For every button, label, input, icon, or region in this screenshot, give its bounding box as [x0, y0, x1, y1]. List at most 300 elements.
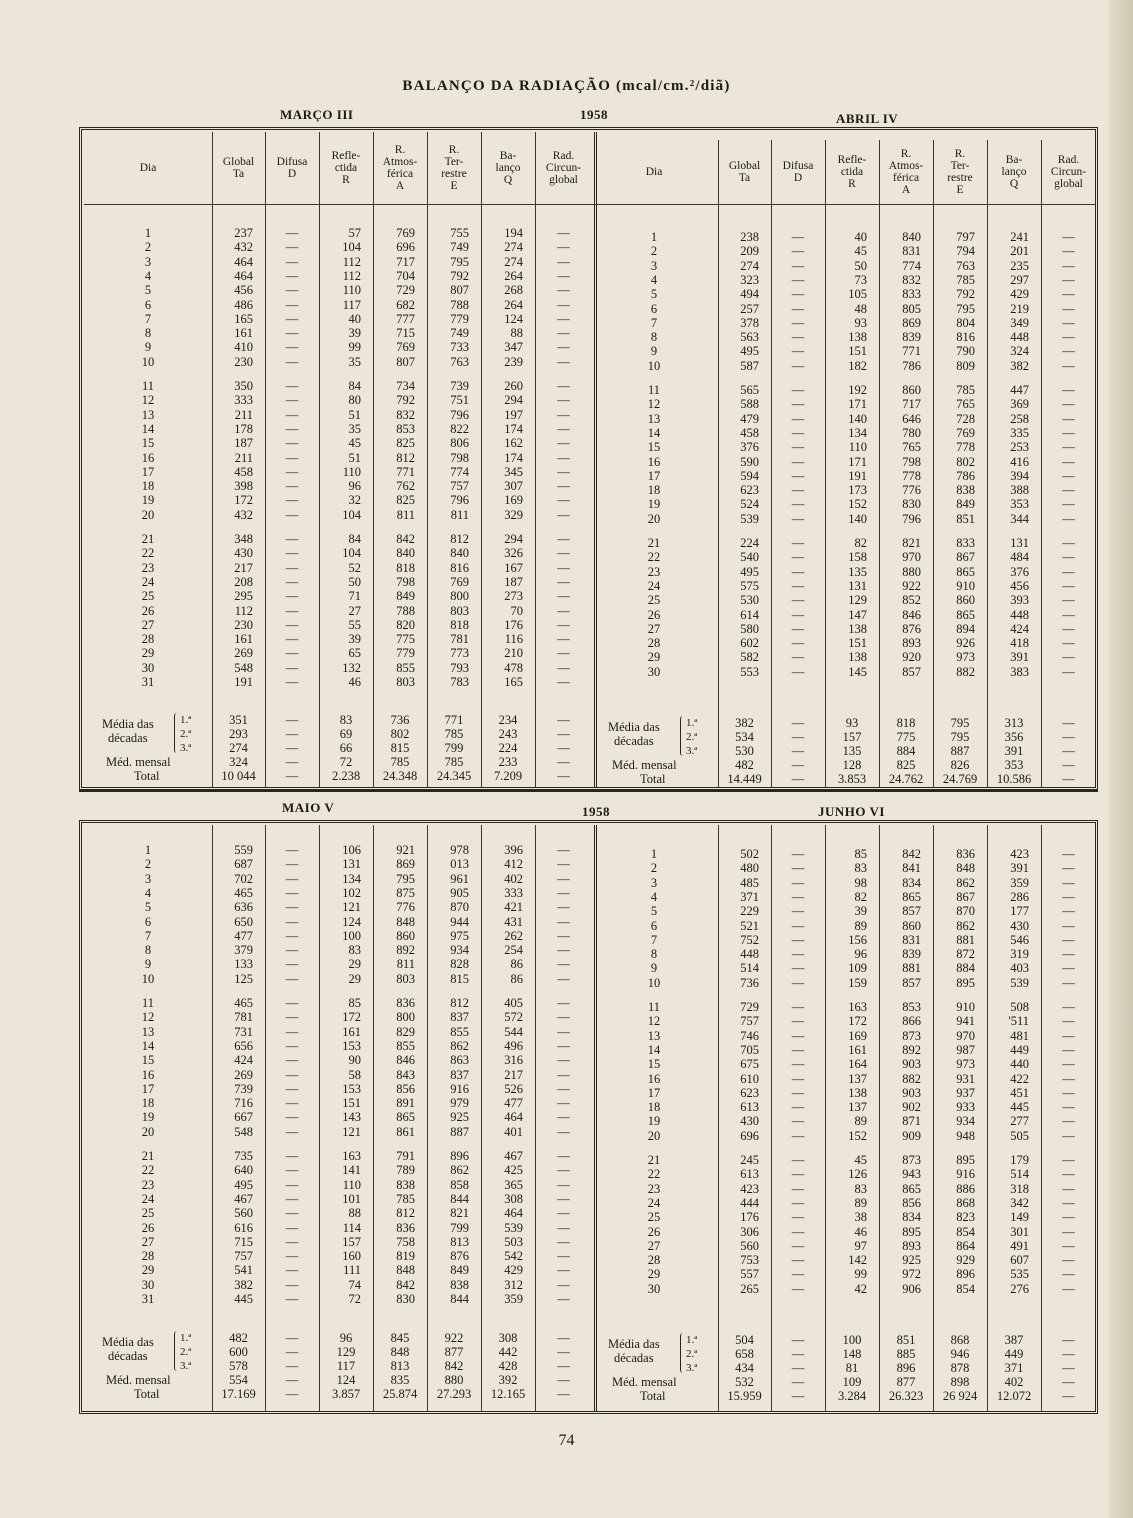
- total-value-terrestre: 24.769: [942, 772, 978, 786]
- day-value-difusa: —: [285, 1249, 299, 1264]
- day-value-reflectida: 129: [848, 593, 867, 608]
- column-header-line: E: [450, 180, 458, 192]
- day-value-difusa: —: [285, 268, 299, 283]
- day-value-circunglobal: —: [1062, 1281, 1075, 1296]
- day-value-global: 398: [234, 479, 253, 494]
- day-value-terrestre: 910: [956, 578, 975, 593]
- day-value-difusa: —: [791, 358, 805, 373]
- day-value-atmosferica: 800: [396, 1010, 415, 1025]
- day-value-difusa: —: [791, 1042, 805, 1057]
- day-value-difusa: —: [791, 244, 805, 259]
- day-value-terrestre: 838: [956, 483, 975, 498]
- decade-value-reflectida: 100: [842, 1333, 862, 1347]
- day-value-terrestre: 792: [956, 287, 975, 302]
- day-value-global: 424: [234, 1053, 253, 1068]
- total-value-reflectida: 2.238: [331, 769, 361, 783]
- day-value-difusa: —: [791, 1128, 805, 1143]
- day-value-global: 667: [234, 1110, 253, 1125]
- day-value-atmosferica: 881: [902, 961, 921, 976]
- day-value-reflectida: 151: [342, 1096, 361, 1111]
- day-value-circunglobal: —: [557, 603, 570, 618]
- day-number: 16: [647, 454, 661, 469]
- column-header-line: R.: [394, 144, 406, 156]
- day-value-terrestre: 812: [450, 996, 469, 1010]
- day-number: 4: [650, 889, 658, 904]
- day-value-balanco: 131: [1010, 536, 1029, 550]
- day-value-balanco: 418: [1010, 636, 1029, 651]
- column-header-line: restre: [441, 168, 467, 180]
- total-value-circunglobal: —: [1062, 1389, 1075, 1403]
- day-value-global: 494: [740, 287, 759, 302]
- day-value-circunglobal: —: [557, 1067, 570, 1082]
- day-number: 25: [647, 1210, 661, 1225]
- decade-value-global: 351: [229, 713, 248, 727]
- day-number: 21: [141, 532, 155, 546]
- day-value-atmosferica: 840: [396, 546, 415, 561]
- day-value-circunglobal: —: [557, 1292, 570, 1306]
- total-value-difusa: —: [285, 1387, 299, 1401]
- day-value-global: 486: [234, 297, 253, 312]
- day-value-reflectida: 137: [848, 1071, 867, 1086]
- day-value-balanco: 88: [510, 326, 523, 341]
- decade-value-atmosferica: 884: [896, 744, 916, 758]
- column-header-line: global: [1054, 178, 1083, 190]
- day-number: 3: [650, 258, 658, 273]
- day-value-balanco: 326: [504, 546, 523, 561]
- month-label-junho: JUNHO VI: [818, 804, 885, 819]
- day-value-global: 211: [234, 450, 253, 465]
- day-value-balanco: 478: [504, 660, 523, 675]
- column-header-line: E: [956, 184, 964, 196]
- day-value-reflectida: 29: [348, 957, 361, 972]
- day-value-circunglobal: —: [557, 1191, 570, 1206]
- day-value-global: 176: [740, 1210, 759, 1225]
- day-value-difusa: —: [285, 379, 299, 393]
- header-rule: [84, 204, 592, 205]
- day-value-atmosferica: 873: [902, 1153, 921, 1167]
- column-header-balanco: [481, 150, 535, 186]
- day-value-circunglobal: —: [557, 971, 570, 986]
- decade-value-circunglobal: —: [1062, 716, 1075, 730]
- day-value-terrestre: 755: [450, 226, 469, 240]
- day-value-terrestre: 934: [956, 1114, 975, 1129]
- day-number: 7: [144, 311, 152, 326]
- day-value-terrestre: 778: [956, 440, 975, 455]
- day-value-circunglobal: —: [1062, 272, 1075, 287]
- day-value-reflectida: 151: [848, 344, 867, 359]
- decade-value-terrestre: 842: [444, 1359, 464, 1373]
- day-value-reflectida: 131: [342, 857, 361, 872]
- day-value-difusa: —: [285, 1038, 299, 1053]
- day-value-difusa: —: [285, 1263, 299, 1278]
- decade-value-balanco: 224: [498, 741, 518, 755]
- day-value-balanco: 179: [1010, 1153, 1029, 1167]
- day-value-balanco: 274: [504, 240, 523, 255]
- total-value-circunglobal: —: [1062, 772, 1075, 786]
- column-header-line: Atmos-: [888, 160, 924, 172]
- day-value-terrestre: 896: [956, 1267, 975, 1282]
- day-value-difusa: —: [791, 918, 805, 933]
- day-value-balanco: 396: [504, 843, 523, 857]
- day-value-terrestre: 895: [956, 975, 975, 990]
- day-value-global: 208: [234, 574, 253, 589]
- column-header-circunglobal: [535, 150, 592, 186]
- day-value-global: 480: [740, 861, 759, 876]
- day-value-difusa: —: [285, 560, 299, 575]
- day-value-circunglobal: —: [1062, 636, 1075, 651]
- day-value-reflectida: 46: [348, 675, 361, 689]
- day-number: 21: [141, 1149, 155, 1163]
- day-value-balanco: 86: [510, 957, 523, 972]
- day-value-difusa: —: [285, 493, 299, 508]
- day-value-atmosferica: 832: [902, 272, 921, 287]
- day-value-global: 613: [740, 1167, 759, 1182]
- day-value-circunglobal: —: [1062, 425, 1075, 440]
- day-value-terrestre: 844: [450, 1292, 469, 1306]
- day-value-terrestre: 849: [450, 1263, 469, 1278]
- day-value-balanco: 277: [1010, 1114, 1029, 1129]
- decade-value-reflectida: 69: [339, 727, 353, 741]
- day-value-atmosferica: 778: [902, 468, 921, 483]
- day-number: 31: [141, 675, 155, 689]
- day-value-circunglobal: —: [557, 660, 570, 675]
- day-value-balanco: 421: [504, 900, 523, 915]
- day-value-atmosferica: 775: [396, 632, 415, 647]
- day-value-global: 224: [740, 536, 759, 550]
- day-value-difusa: —: [791, 1253, 805, 1268]
- mensal-value-terrestre: 880: [444, 1373, 464, 1387]
- day-value-balanco: 484: [1010, 550, 1029, 565]
- decade-value-reflectida: 83: [339, 713, 353, 727]
- decade-value-difusa: —: [285, 713, 299, 727]
- day-value-atmosferica: 795: [396, 871, 415, 886]
- day-value-difusa: —: [791, 1167, 805, 1182]
- day-value-global: 553: [740, 664, 759, 679]
- day-value-balanco: 544: [504, 1024, 523, 1039]
- day-value-terrestre: 796: [450, 493, 469, 508]
- day-value-global: 464: [234, 254, 253, 269]
- day-value-reflectida: 131: [848, 578, 867, 593]
- day-number: 27: [141, 1234, 155, 1249]
- decade-value-reflectida: 81: [845, 1361, 859, 1375]
- decade-value-terrestre: 799: [444, 741, 464, 755]
- decade-brace: [680, 716, 685, 756]
- day-value-circunglobal: —: [557, 857, 570, 872]
- day-value-circunglobal: —: [557, 311, 570, 326]
- day-number: 8: [650, 330, 658, 345]
- day-value-reflectida: 48: [854, 301, 867, 316]
- day-value-global: 495: [740, 344, 759, 359]
- day-number: 14: [647, 425, 661, 440]
- day-value-reflectida: 141: [342, 1163, 361, 1178]
- day-value-terrestre: 749: [450, 326, 469, 341]
- day-value-circunglobal: —: [557, 1010, 570, 1025]
- day-value-difusa: —: [791, 301, 805, 316]
- day-value-circunglobal: —: [557, 407, 570, 422]
- day-value-global: 514: [740, 961, 759, 976]
- day-number: 14: [141, 1038, 155, 1053]
- day-value-terrestre: 979: [450, 1096, 469, 1111]
- decade-value-reflectida: 157: [842, 730, 862, 744]
- total-value-atmosferica: 26.323: [888, 1389, 924, 1403]
- day-value-atmosferica: 791: [396, 1149, 415, 1163]
- table-maio: [84, 825, 592, 1411]
- column-header-line: global: [549, 174, 578, 186]
- decade-value-terrestre: 771: [444, 713, 464, 727]
- day-value-difusa: —: [285, 1067, 299, 1082]
- day-value-balanco: 423: [1010, 847, 1029, 861]
- day-value-atmosferica: 839: [902, 947, 921, 962]
- day-value-reflectida: 50: [854, 258, 867, 273]
- day-value-circunglobal: —: [557, 1206, 570, 1221]
- day-value-atmosferica: 729: [396, 283, 415, 298]
- day-value-circunglobal: —: [557, 1124, 570, 1139]
- day-value-terrestre: 837: [450, 1010, 469, 1025]
- day-value-balanco: 268: [504, 283, 523, 298]
- day-value-reflectida: 99: [348, 340, 361, 355]
- day-value-balanco: 187: [504, 574, 523, 589]
- day-value-circunglobal: —: [1062, 230, 1075, 244]
- mensal-value-difusa: —: [285, 1373, 299, 1387]
- day-value-reflectida: 93: [854, 315, 867, 330]
- day-number: 20: [141, 507, 155, 522]
- mensal-value-atmosferica: 785: [390, 755, 410, 769]
- column-header-line: R.: [900, 148, 912, 160]
- day-value-global: 465: [234, 996, 253, 1010]
- day-value-difusa: —: [285, 1234, 299, 1249]
- decade-value-global: 293: [229, 727, 248, 741]
- day-value-circunglobal: —: [557, 574, 570, 589]
- day-value-atmosferica: 848: [396, 914, 415, 929]
- day-value-circunglobal: —: [1062, 621, 1075, 636]
- column-header-line: Refle-: [331, 150, 361, 162]
- day-value-terrestre: 934: [450, 943, 469, 958]
- day-value-reflectida: 158: [848, 550, 867, 565]
- day-number: 20: [647, 511, 661, 526]
- day-value-circunglobal: —: [557, 1249, 570, 1264]
- day-value-reflectida: 173: [848, 483, 867, 498]
- day-value-reflectida: 110: [342, 464, 361, 479]
- decade-label-decadas: décadas: [108, 731, 148, 745]
- day-value-circunglobal: —: [1062, 664, 1075, 679]
- day-value-circunglobal: —: [1062, 511, 1075, 526]
- day-value-balanco: 307: [504, 479, 523, 494]
- day-value-atmosferica: 855: [396, 660, 415, 675]
- day-value-difusa: —: [285, 326, 299, 341]
- day-value-circunglobal: —: [1062, 1100, 1075, 1115]
- day-value-reflectida: 161: [342, 1024, 361, 1039]
- day-value-atmosferica: 682: [396, 297, 415, 312]
- day-value-difusa: —: [285, 857, 299, 872]
- day-value-global: 376: [740, 440, 759, 455]
- day-value-difusa: —: [285, 407, 299, 422]
- day-value-atmosferica: 696: [396, 240, 415, 255]
- day-value-reflectida: 134: [848, 425, 867, 440]
- day-value-terrestre: 867: [956, 889, 975, 904]
- day-value-balanco: 393: [1010, 593, 1029, 608]
- decade-value-balanco: 234: [498, 713, 518, 727]
- day-value-global: 165: [234, 311, 253, 326]
- day-value-global: 458: [740, 425, 759, 440]
- day-value-difusa: —: [285, 464, 299, 479]
- day-value-atmosferica: 758: [396, 1234, 415, 1249]
- day-value-atmosferica: 865: [902, 889, 921, 904]
- column-header-atmosferica: [373, 144, 427, 192]
- day-value-terrestre: 797: [956, 230, 975, 244]
- day-value-difusa: —: [285, 1163, 299, 1178]
- day-value-difusa: —: [285, 971, 299, 986]
- mensal-value-global: 554: [229, 1373, 248, 1387]
- day-value-circunglobal: —: [1062, 287, 1075, 302]
- day-value-balanco: 162: [504, 436, 523, 451]
- day-value-atmosferica: 875: [396, 885, 415, 900]
- day-value-terrestre: 896: [450, 1149, 469, 1163]
- day-number: 16: [647, 1071, 661, 1086]
- day-value-difusa: —: [791, 1028, 805, 1043]
- day-value-difusa: —: [285, 297, 299, 312]
- day-value-balanco: 274: [504, 254, 523, 269]
- day-value-global: 333: [234, 393, 253, 408]
- day-value-reflectida: 72: [348, 1292, 361, 1306]
- day-value-reflectida: 182: [848, 358, 867, 373]
- day-value-balanco: 344: [1010, 511, 1029, 526]
- day-value-circunglobal: —: [557, 326, 570, 341]
- day-value-terrestre: 882: [956, 664, 975, 679]
- mensal-value-reflectida: 109: [842, 1375, 862, 1389]
- day-value-difusa: —: [285, 354, 299, 369]
- day-value-terrestre: 886: [956, 1181, 975, 1196]
- day-value-reflectida: 35: [348, 354, 361, 369]
- day-value-terrestre: 862: [956, 875, 975, 890]
- day-number: 3: [650, 875, 658, 890]
- day-value-atmosferica: 865: [396, 1110, 415, 1125]
- day-number: 7: [144, 928, 152, 943]
- decade-value-balanco: 387: [1004, 1333, 1024, 1347]
- header-rule: [590, 204, 1096, 205]
- day-value-difusa: —: [285, 450, 299, 465]
- day-value-atmosferica: 834: [902, 875, 921, 890]
- day-value-terrestre: 837: [450, 1067, 469, 1082]
- day-value-balanco: 318: [1010, 1181, 1029, 1196]
- day-value-atmosferica: 833: [902, 287, 921, 302]
- day-value-reflectida: 88: [348, 1206, 361, 1221]
- total-value-circunglobal: —: [557, 769, 570, 783]
- day-value-global: 269: [234, 646, 253, 661]
- day-value-terrestre: 790: [956, 344, 975, 359]
- decade-value-global: 274: [229, 741, 248, 755]
- day-number: 14: [141, 421, 155, 436]
- day-number: 9: [650, 961, 658, 976]
- day-value-balanco: 294: [504, 393, 523, 408]
- day-value-reflectida: 74: [348, 1277, 361, 1292]
- day-value-difusa: —: [791, 1000, 805, 1014]
- table-abril: [590, 140, 1096, 788]
- day-value-global: 495: [234, 1177, 253, 1192]
- day-value-atmosferica: 891: [396, 1096, 415, 1111]
- day-value-difusa: —: [791, 621, 805, 636]
- day-value-balanco: 376: [1010, 564, 1029, 579]
- day-value-atmosferica: 860: [902, 383, 921, 397]
- decade-value-terrestre: 868: [950, 1333, 970, 1347]
- day-value-terrestre: 816: [450, 560, 469, 575]
- day-value-terrestre: 749: [450, 240, 469, 255]
- day-value-global: 582: [740, 650, 759, 665]
- day-value-circunglobal: —: [1062, 483, 1075, 498]
- day-value-reflectida: 39: [854, 904, 867, 919]
- day-value-balanco: 539: [504, 1220, 523, 1235]
- column-header-reflectida: [319, 150, 373, 186]
- day-value-balanco: 391: [1010, 861, 1029, 876]
- table-junho: [590, 825, 1096, 1411]
- day-value-terrestre: 868: [956, 1195, 975, 1210]
- day-value-balanco: 424: [1010, 621, 1029, 636]
- decade-value-circunglobal: —: [557, 727, 570, 741]
- day-value-terrestre: 848: [956, 861, 975, 876]
- mensal-value-global: 324: [229, 755, 248, 769]
- day-number: 29: [141, 646, 155, 661]
- decade-value-circunglobal: —: [557, 1345, 570, 1359]
- day-number: 10: [141, 971, 155, 986]
- day-value-circunglobal: —: [1062, 1042, 1075, 1057]
- day-value-balanco: 402: [504, 871, 523, 886]
- day-value-terrestre: 867: [956, 550, 975, 565]
- day-value-circunglobal: —: [557, 340, 570, 355]
- decade-value-atmosferica: 845: [390, 1331, 410, 1345]
- day-value-difusa: —: [285, 532, 299, 546]
- total-value-terrestre: 24.345: [436, 769, 472, 783]
- column-header-dia: [84, 162, 212, 174]
- day-value-global: 378: [740, 315, 759, 330]
- day-value-reflectida: 145: [848, 664, 867, 679]
- day-number: 24: [141, 1191, 155, 1206]
- day-value-atmosferica: 869: [902, 315, 921, 330]
- day-value-terrestre: 933: [956, 1100, 975, 1115]
- day-value-circunglobal: —: [557, 560, 570, 575]
- day-value-balanco: 349: [1010, 315, 1029, 330]
- decade-value-global: 482: [229, 1331, 248, 1345]
- day-value-difusa: —: [791, 1281, 805, 1296]
- decade-ordinal: 1.ª: [686, 1334, 698, 1346]
- day-value-global: 781: [234, 1010, 253, 1025]
- day-value-circunglobal: —: [557, 226, 570, 240]
- day-value-atmosferica: 821: [902, 536, 921, 550]
- day-value-terrestre: 961: [450, 871, 469, 886]
- day-value-circunglobal: —: [1062, 593, 1075, 608]
- day-value-atmosferica: 903: [902, 1057, 921, 1072]
- decade-value-global: 504: [735, 1333, 754, 1347]
- day-number: 25: [141, 1206, 155, 1221]
- decade-label-decadas: décadas: [614, 734, 654, 748]
- day-number: 1: [144, 226, 152, 240]
- day-value-terrestre: 809: [956, 358, 975, 373]
- day-value-difusa: —: [285, 928, 299, 943]
- day-value-terrestre: 794: [956, 244, 975, 259]
- day-value-reflectida: 142: [848, 1253, 867, 1268]
- column-header-global: [718, 160, 771, 184]
- day-value-difusa: —: [791, 975, 805, 990]
- day-value-reflectida: 52: [348, 560, 361, 575]
- day-value-terrestre: 807: [450, 283, 469, 298]
- day-value-circunglobal: —: [1062, 1085, 1075, 1100]
- day-value-global: 245: [740, 1153, 759, 1167]
- day-value-global: 588: [740, 397, 759, 412]
- day-number: 2: [650, 861, 658, 876]
- day-value-terrestre: 910: [956, 1000, 975, 1014]
- mensal-value-difusa: —: [791, 758, 805, 772]
- column-header-line: Ta: [232, 168, 245, 180]
- day-value-difusa: —: [791, 230, 805, 244]
- day-number: 30: [647, 1281, 661, 1296]
